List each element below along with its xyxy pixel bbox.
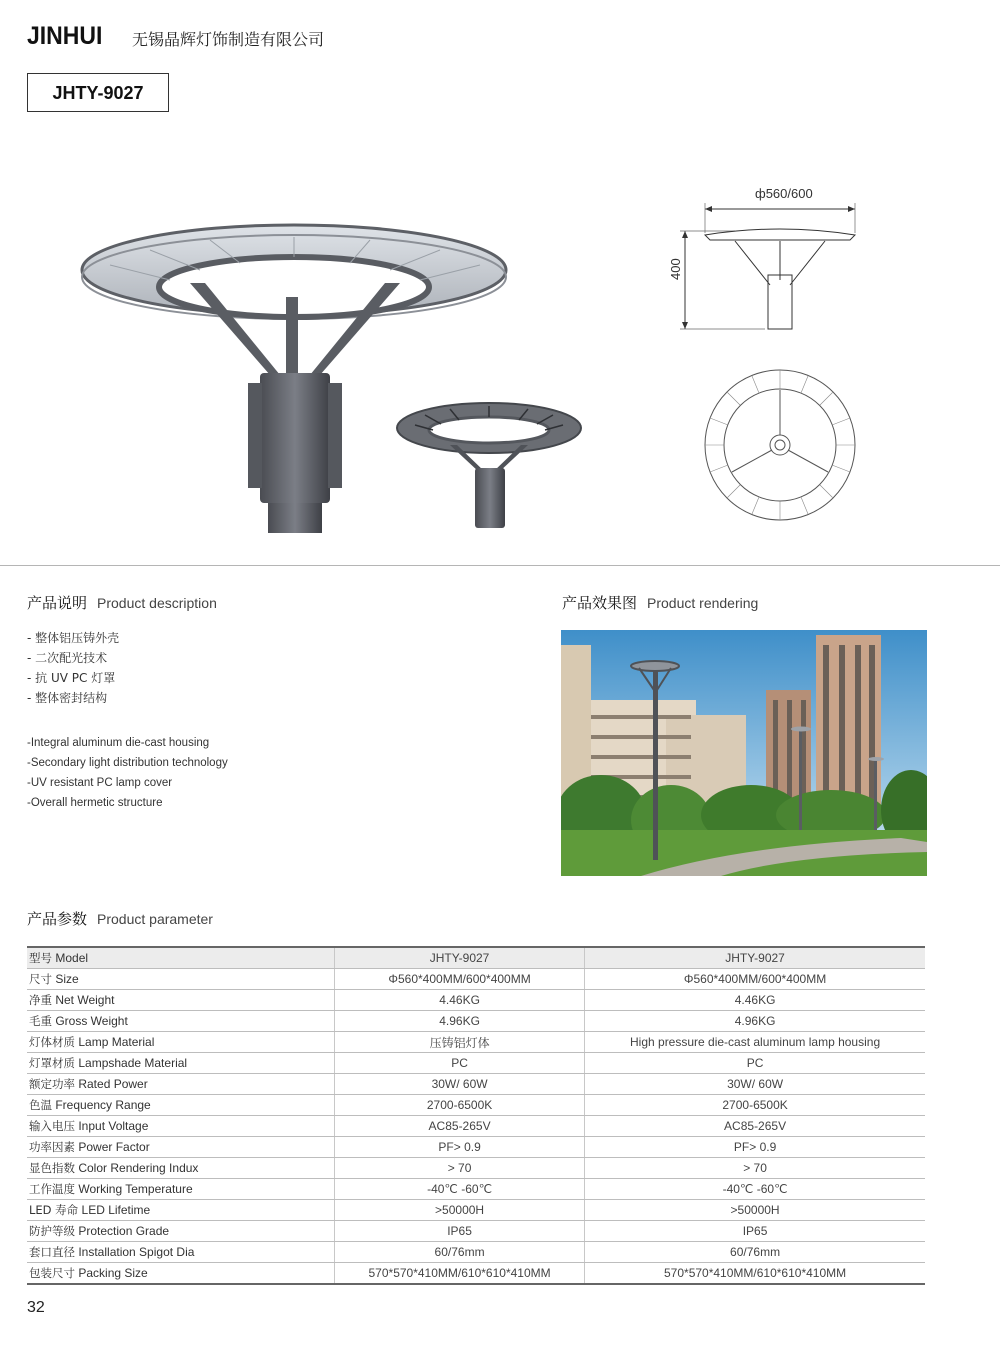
description-title-zh: 产品说明: [27, 594, 88, 612]
param-label-en: Color Rendering Indux: [78, 1161, 199, 1175]
param-value: 压铸铝灯体: [335, 1032, 585, 1053]
parameter-title-zh: 产品参数: [27, 910, 88, 928]
param-value: PC: [335, 1053, 585, 1074]
table-row: [27, 1137, 925, 1158]
param-label-en: Power Factor: [78, 1140, 150, 1154]
param-value: -40℃ -60℃: [335, 1179, 585, 1200]
param-value: 570*570*410MM/610*610*410MM: [335, 1263, 585, 1285]
param-label-zh: 额定功率: [29, 1077, 75, 1091]
param-label-zh: 毛重: [29, 1014, 52, 1028]
param-value: >50000H: [335, 1200, 585, 1221]
param-value: 60/76mm: [585, 1242, 925, 1263]
param-value: > 70: [335, 1158, 585, 1179]
table-row: [27, 1200, 925, 1221]
param-label: [27, 1158, 335, 1179]
param-label-en: Input Voltage: [78, 1119, 149, 1133]
description-heading: [27, 592, 217, 613]
feature-list-zh: [27, 628, 119, 708]
param-label-en: LED Lifetime: [81, 1203, 151, 1217]
param-value: PF> 0.9: [335, 1137, 585, 1158]
param-label: [27, 1032, 335, 1053]
list-item: - 整体铝压铸外壳: [27, 631, 120, 645]
param-label-en: Working Temperature: [78, 1182, 193, 1196]
height-label: 400: [668, 258, 683, 280]
table-row: [27, 1116, 925, 1137]
param-label-zh: 型号: [29, 951, 52, 965]
param-label-zh: 灯体材质: [29, 1035, 75, 1049]
table-row: [27, 1074, 925, 1095]
param-label-en: Net Weight: [55, 993, 115, 1007]
param-value: AC85-265V: [335, 1116, 585, 1137]
param-label-en: Lamp Material: [78, 1035, 155, 1049]
list-item: -Overall hermetic structure: [27, 797, 163, 809]
param-value: 30W/ 60W: [335, 1074, 585, 1095]
table-row: [27, 1242, 925, 1263]
param-label-en: Installation Spigot Dia: [78, 1245, 195, 1259]
param-value: 30W/ 60W: [585, 1074, 925, 1095]
param-value: PF> 0.9: [585, 1137, 925, 1158]
rendering-title-zh: 产品效果图: [562, 594, 638, 612]
param-label: [27, 1200, 335, 1221]
param-label-zh: 灯罩材质: [29, 1056, 75, 1070]
param-value: >50000H: [585, 1200, 925, 1221]
table-row: [27, 1221, 925, 1242]
param-label-en: Protection Grade: [78, 1224, 170, 1238]
param-label: [27, 1074, 335, 1095]
brand-logo: JINHUI: [27, 22, 103, 50]
param-label-zh: 包装尺寸: [29, 1266, 75, 1280]
param-label: [27, 1179, 335, 1200]
param-label: [27, 990, 335, 1011]
param-value: Φ560*400MM/600*400MM: [335, 969, 585, 990]
param-value: 2700-6500K: [335, 1095, 585, 1116]
param-label: [27, 1137, 335, 1158]
param-label-zh: 显色指数: [29, 1161, 75, 1175]
param-label-zh: 工作温度: [29, 1182, 75, 1196]
param-value: IP65: [335, 1221, 585, 1242]
table-row: [27, 1158, 925, 1179]
table-row: [27, 947, 925, 969]
rendering-image: [561, 630, 927, 876]
param-label-en: Lampshade Material: [78, 1056, 188, 1070]
product-photo-small: [395, 400, 585, 535]
diameter-label: ф560/600: [755, 186, 813, 201]
list-item: -Integral aluminum die-cast housing: [27, 737, 210, 749]
param-label: [27, 969, 335, 990]
param-label-en: Gross Weight: [55, 1014, 128, 1028]
model-badge: JHTY-9027: [27, 73, 169, 112]
rendering-title-en: Product rendering: [647, 595, 759, 611]
param-value: 2700-6500K: [585, 1095, 925, 1116]
page-number: 32: [27, 1299, 45, 1316]
company-name: 无锡晶辉灯饰制造有限公司: [132, 30, 325, 49]
param-value: 570*570*410MM/610*610*410MM: [585, 1263, 925, 1285]
param-label: [27, 1011, 335, 1032]
param-value: 4.46KG: [335, 990, 585, 1011]
param-label-en: Rated Power: [78, 1077, 148, 1091]
param-label-zh: 净重: [29, 993, 52, 1007]
param-value: 4.46KG: [585, 990, 925, 1011]
table-row: [27, 1095, 925, 1116]
param-label-zh: 功率因素: [29, 1140, 75, 1154]
table-row: [27, 1011, 925, 1032]
list-item: -UV resistant PC lamp cover: [27, 777, 173, 789]
table-row: [27, 1263, 925, 1285]
description-title-en: Product description: [97, 595, 217, 611]
list-item: - 二次配光技术: [27, 651, 108, 665]
param-label-zh: LED 寿命: [29, 1203, 79, 1217]
param-label: [27, 1053, 335, 1074]
list-item: - 抗 UV PC 灯罩: [27, 671, 116, 685]
list-item: - 整体密封结构: [27, 691, 108, 705]
param-label: [27, 1242, 335, 1263]
param-value: JHTY-9027: [585, 947, 925, 969]
param-value: IP65: [585, 1221, 925, 1242]
param-value: 4.96KG: [335, 1011, 585, 1032]
param-value: 4.96KG: [585, 1011, 925, 1032]
param-value: -40℃ -60℃: [585, 1179, 925, 1200]
top-view-drawing: [700, 368, 860, 523]
param-value: > 70: [585, 1158, 925, 1179]
param-label: [27, 1095, 335, 1116]
param-label: [27, 1221, 335, 1242]
param-value: JHTY-9027: [335, 947, 585, 969]
param-label-zh: 防护等级: [29, 1224, 75, 1238]
param-value: High pressure die-cast aluminum lamp housing: [585, 1032, 925, 1053]
param-value: PC: [585, 1053, 925, 1074]
rendering-heading: [562, 592, 758, 613]
param-label-zh: 输入电压: [29, 1119, 75, 1133]
param-label-zh: 套口直径: [29, 1245, 75, 1259]
feature-list-en: [27, 733, 228, 813]
table-row: [27, 990, 925, 1011]
param-label-en: Size: [55, 972, 79, 986]
section-divider: [0, 565, 1000, 566]
param-label-zh: 色温: [29, 1098, 52, 1112]
param-value: 60/76mm: [335, 1242, 585, 1263]
list-item: -Secondary light distribution technology: [27, 757, 228, 769]
param-label-en: Model: [55, 951, 89, 965]
param-label-zh: 尺寸: [29, 972, 52, 986]
param-label: [27, 1263, 335, 1285]
param-label: [27, 1116, 335, 1137]
parameter-heading: [27, 908, 213, 929]
param-value: Φ560*400MM/600*400MM: [585, 969, 925, 990]
side-view-drawing: [665, 185, 870, 335]
table-row: [27, 1053, 925, 1074]
param-value: AC85-265V: [585, 1116, 925, 1137]
parameter-title-en: Product parameter: [97, 911, 213, 927]
table-row: [27, 969, 925, 990]
table-row: [27, 1179, 925, 1200]
param-label-en: Frequency Range: [55, 1098, 151, 1112]
param-label-en: Packing Size: [78, 1266, 148, 1280]
table-row: [27, 1032, 925, 1053]
param-label: [27, 947, 335, 969]
parameter-table: [27, 946, 925, 1285]
